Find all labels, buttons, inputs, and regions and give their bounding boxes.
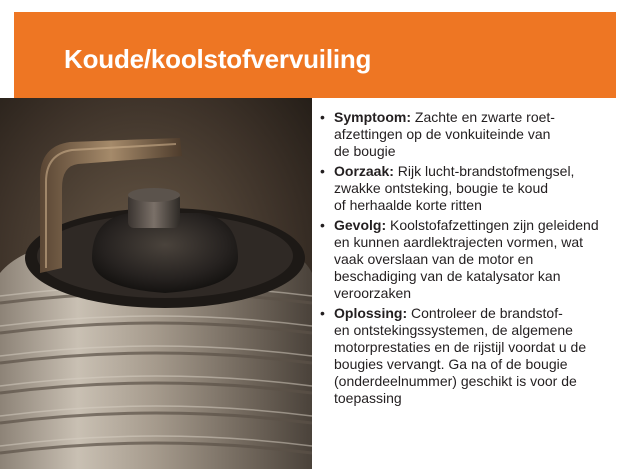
list-item-symptom: [318, 109, 623, 160]
item-text: afzettingen op de vonkuiteinde van: [334, 126, 551, 142]
item-text: Zachte en zwarte roet-: [411, 109, 555, 125]
item-text: toepassing: [334, 390, 402, 406]
item-text: Controleer de brandstof-: [407, 305, 563, 321]
header-banner: [0, 0, 628, 98]
item-text: Rijk lucht-brandstofmengsel,: [393, 163, 575, 179]
item-text: veroorzaken: [334, 285, 412, 301]
item-text: of herhaalde korte ritten: [334, 197, 482, 213]
item-text: vaak overslaan van de motor en: [334, 251, 534, 267]
page-title: Koude/koolstofvervuiling: [64, 44, 372, 74]
item-label: Oplossing:: [334, 305, 408, 321]
bullet-icon: •: [320, 109, 325, 125]
item-text: bougies vervangt. Ga na of de bougie: [334, 356, 568, 372]
bullet-icon: •: [320, 305, 325, 321]
item-text: de bougie: [334, 143, 396, 159]
bullet-icon: •: [320, 163, 325, 179]
item-label: Gevolg:: [334, 217, 387, 233]
item-text: beschadiging van de katalysator kan: [334, 268, 561, 284]
item-text: Koolstofafzettingen zijn geleidend: [386, 217, 599, 233]
item-text: en ontstekingssystemen, de algemene: [334, 322, 573, 338]
list-item-cause: [318, 163, 623, 214]
spark-plug-photo: [0, 98, 312, 469]
list-item-effect: [318, 217, 623, 302]
item-text: motorprestaties en de rijstijl voordat u de: [334, 339, 587, 355]
item-text: zwakke ontsteking, bougie te koud: [334, 180, 549, 196]
item-text: en kunnen aardlektrajecten vormen, wat: [334, 234, 584, 250]
info-list: [318, 109, 623, 410]
item-label: Symptoom:: [334, 109, 411, 125]
bullet-icon: •: [320, 217, 325, 233]
item-text: (onderdeelnummer) geschikt is voor de: [334, 373, 577, 389]
item-label: Oorzaak:: [334, 163, 394, 179]
list-item-solution: [318, 305, 623, 407]
